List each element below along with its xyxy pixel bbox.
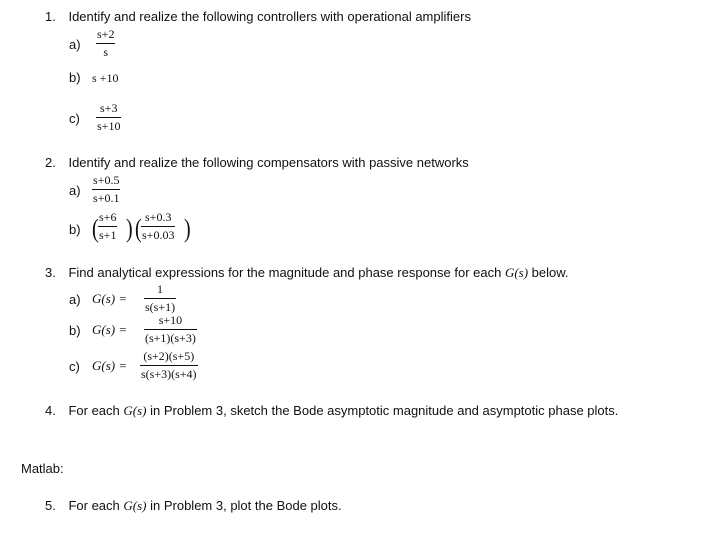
- item-label: b): [69, 222, 81, 237]
- lhs: G(s) =: [92, 322, 128, 337]
- item-label: a): [69, 183, 81, 198]
- matlab-heading: Matlab:: [21, 461, 64, 476]
- denominator: s+0.03: [142, 228, 175, 242]
- fraction: [96, 28, 115, 59]
- numerator: 1: [157, 282, 164, 296]
- problem-text: For each: [68, 403, 124, 418]
- item-label: a): [69, 292, 81, 307]
- numerator: s+10: [158, 313, 183, 327]
- problem-text-end: in Problem 3, sketch the Bode asymptotic magnitude and asymptotic phase plots.: [146, 403, 619, 418]
- numerator: (s+2)(s+5): [143, 349, 195, 363]
- fraction: [144, 314, 197, 345]
- denominator: s(s+3)(s+4): [141, 367, 197, 381]
- problem-number: 3.: [45, 265, 56, 280]
- problem-text-end: in Problem 3, plot the Bode plots.: [146, 498, 342, 513]
- fraction-bar: [141, 226, 175, 227]
- close-paren: ): [126, 214, 133, 244]
- item-label: b): [69, 70, 81, 85]
- denominator: s(s+1): [145, 300, 176, 314]
- open-paren: (: [92, 214, 99, 244]
- numerator: s+3: [100, 101, 118, 115]
- fraction: [141, 211, 175, 242]
- numerator: s+0.3: [145, 210, 172, 224]
- problem-4: [45, 403, 618, 419]
- fraction-bar: [140, 365, 198, 366]
- denominator: s+1: [99, 228, 117, 242]
- fraction: [98, 211, 117, 242]
- fraction-bar: [92, 189, 120, 190]
- problem-number: 2.: [45, 155, 56, 170]
- problem-number: 4.: [45, 403, 56, 418]
- item-label: c): [69, 111, 80, 126]
- lhs: G(s) =: [92, 291, 128, 306]
- lhs: G(s) =: [92, 358, 128, 373]
- numerator: s+6: [99, 210, 117, 224]
- problem-1: [45, 9, 471, 24]
- item-label: c): [69, 359, 80, 374]
- denominator: s+10: [97, 119, 121, 133]
- fraction: [144, 283, 176, 314]
- item-label: a): [69, 37, 81, 52]
- fraction-bar: [96, 43, 115, 44]
- transfer-function-symbol: G(s): [504, 265, 529, 280]
- item-label: b): [69, 323, 81, 338]
- expression: s +10: [92, 71, 119, 85]
- fraction: [140, 350, 198, 381]
- problem-text: For each: [68, 498, 124, 513]
- numerator: s+0.5: [93, 173, 120, 187]
- denominator: (s+1)(s+3): [145, 331, 196, 345]
- fraction: [96, 102, 121, 133]
- fraction-bar: [98, 226, 117, 227]
- fraction: [92, 174, 120, 205]
- open-paren: (: [135, 214, 142, 244]
- problem-number: 1.: [45, 9, 56, 24]
- problem-number: 5.: [45, 498, 56, 513]
- problem-3: [45, 265, 569, 281]
- numerator: s+2: [97, 27, 115, 41]
- fraction-bar: [144, 298, 176, 299]
- fraction-bar: [96, 117, 121, 118]
- problem-5: [45, 498, 342, 514]
- problem-2: [45, 155, 469, 170]
- problem-text: Find analytical expressions for the magnitude and phase response for each: [68, 265, 505, 280]
- transfer-function-symbol: G(s): [123, 498, 147, 513]
- problem-text-end: below.: [528, 265, 569, 280]
- problem-text: Identify and realize the following controllers with operational amplifiers: [68, 9, 471, 24]
- denominator: s: [103, 45, 109, 59]
- fraction-bar: [144, 329, 197, 330]
- problem-text: Identify and realize the following compensators with passive networks: [68, 155, 469, 170]
- transfer-function-symbol: G(s): [123, 403, 147, 418]
- denominator: s+0.1: [93, 191, 120, 205]
- close-paren: ): [184, 214, 191, 244]
